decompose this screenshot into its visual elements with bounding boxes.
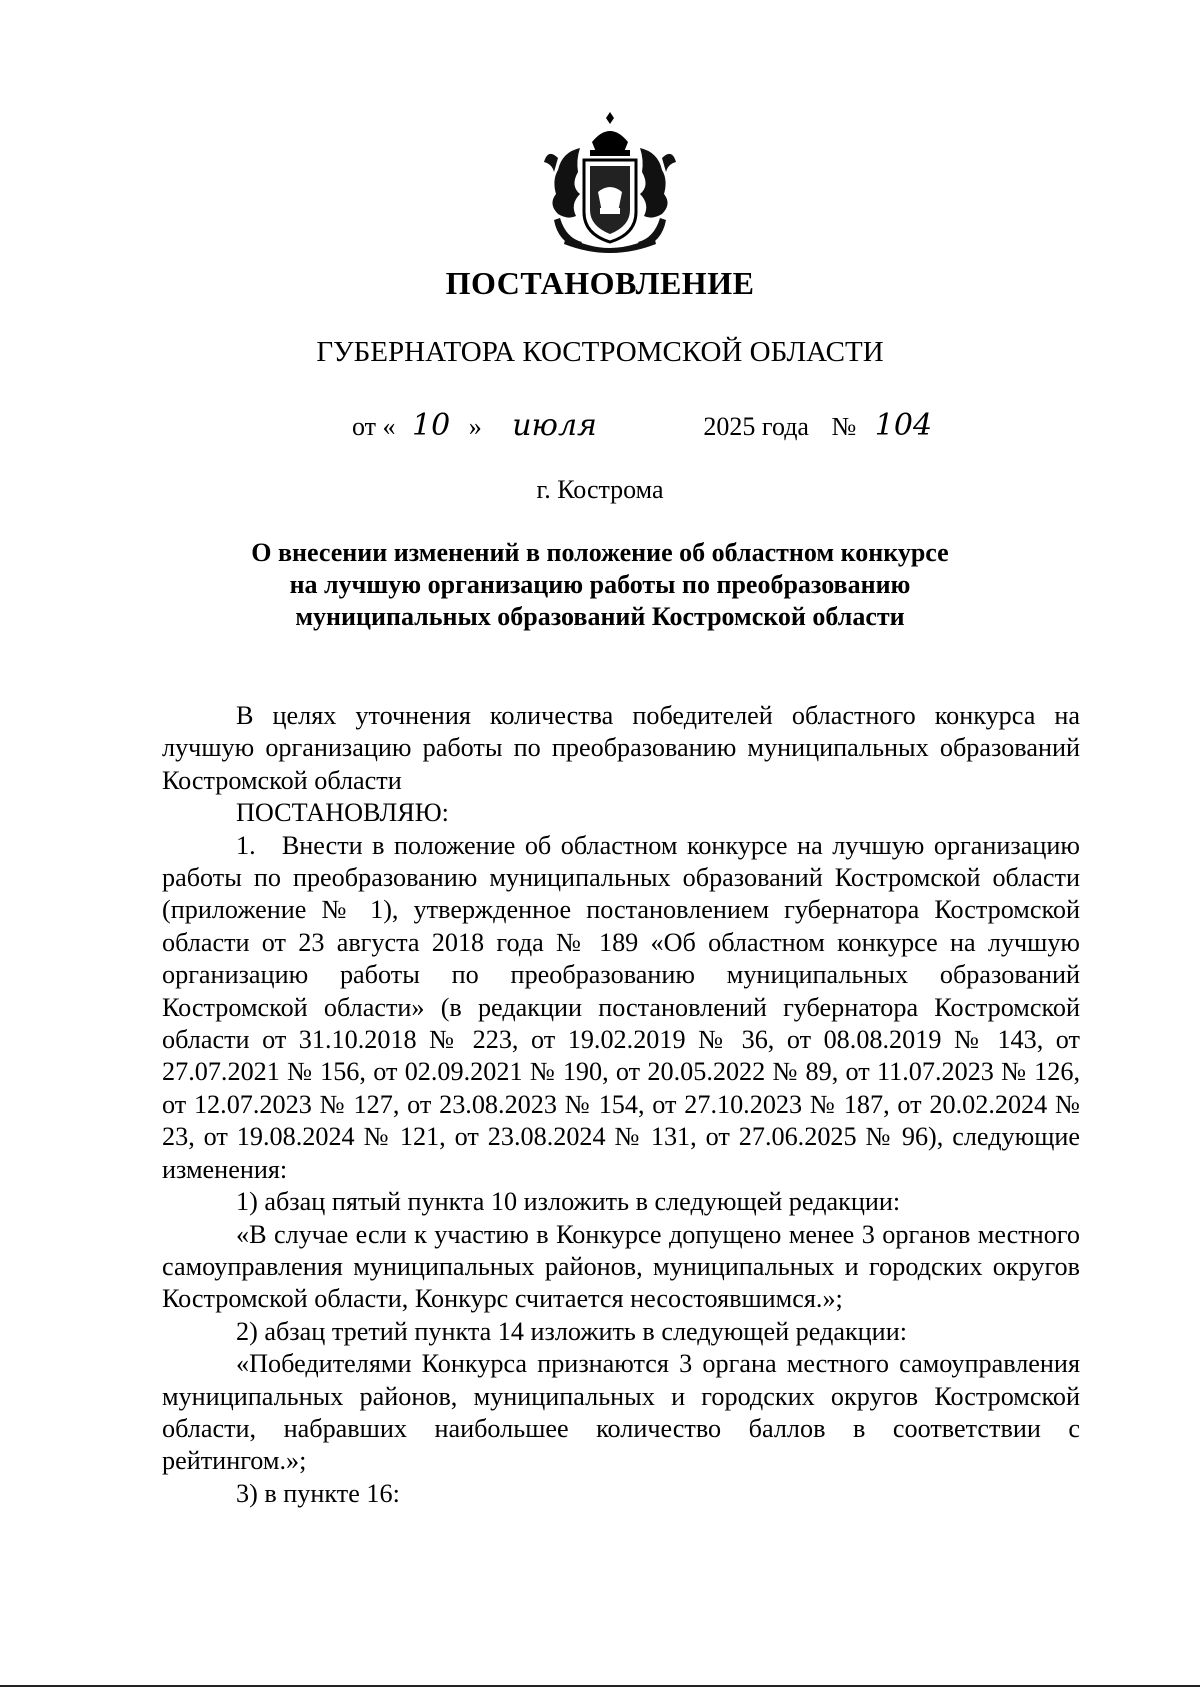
number-sign: № (831, 412, 857, 441)
paragraph-resolve: ПОСТАНОВЛЯЮ: (236, 798, 449, 828)
document-number: 104 (874, 408, 933, 443)
date-number-line (352, 408, 932, 443)
date-close-quote: » (468, 412, 482, 441)
date-month: июля (512, 408, 597, 443)
paragraph-subitem-3: 3) в пункте 16: (236, 1478, 400, 1508)
heading-line: на лучшую организацию работы по преобразованию (289, 570, 911, 599)
paragraph-preamble: В целях уточнения количества победителей областного конкурса на лучшую организацию работы по преобразованию муниципальных образований Костромской области (162, 701, 1080, 795)
document-city: г. Кострома (536, 475, 664, 504)
page-bottom-edge (0, 1685, 1200, 1687)
paragraph-subitem-1: 1) абзац пятый пункта 10 изложить в следующей редакции: (236, 1187, 901, 1217)
paragraph-item-1: 1. Внести в положение об областном конкурсе на лучшую организацию работы по преобразованию муниципальных образований Костромской области (приложение № 1), утвержденное постановлением губернатора Костромской области от 23 августа 2018 года № 189 «Об областном конкурсе на лучшую организацию работы по преобразованию муниципальных образований Костромской области» (в редакции постановлений губернатора Костромской области от 31.10.2018 № 223, от 19.02.2019 № 36, от 08.08.2019 № 143, от 27.07.2021 № 156, от 02.09.2021 № 190, от 20.05.2022 № 89, от 11.07.2023 № 126, от 12.07.2023 № 127, от 23.08.2023 № 154, от 27.10.2023 № 187, от 20.02.2024 № 23, от 19.08.2024 № 121, от 23.08.2024 № 131, от 27.06.2025 № 96), следующие изменения: (162, 830, 1080, 1184)
date-day: 10 (412, 408, 451, 443)
heading-line: О внесении изменений в положение об областном конкурсе (251, 538, 949, 567)
document-body (162, 700, 1080, 1510)
document-title: ПОСТАНОВЛЕНИЕ (445, 265, 755, 301)
paragraph-subitem-2: 2) абзац третий пункта 14 изложить в следующей редакции: (236, 1316, 907, 1346)
paragraph-quote-2: «Победителями Конкурса признаются 3 органа местного самоуправления муниципальных районов, муниципальных и городских округов Костромской области, набравших наибольшее количество баллов в соответствии с рейтингом.»; (162, 1349, 1080, 1476)
date-prefix: от « (352, 412, 396, 441)
date-year: 2025 года (703, 412, 809, 441)
paragraph-quote-1: «В случае если к участию в Конкурсе допущено менее 3 органов местного самоуправления муниципальных районов, муниципальных и городских округов Костромской области, Конкурс считается несостоявшимся.»; (162, 1219, 1080, 1314)
heading-line: муниципальных образований Костромской области (295, 602, 905, 631)
document-heading (200, 537, 1000, 633)
coat-of-arms-emblem (540, 108, 680, 256)
document-issuer: ГУБЕРНАТОРА КОСТРОМСКОЙ ОБЛАСТИ (316, 336, 884, 368)
